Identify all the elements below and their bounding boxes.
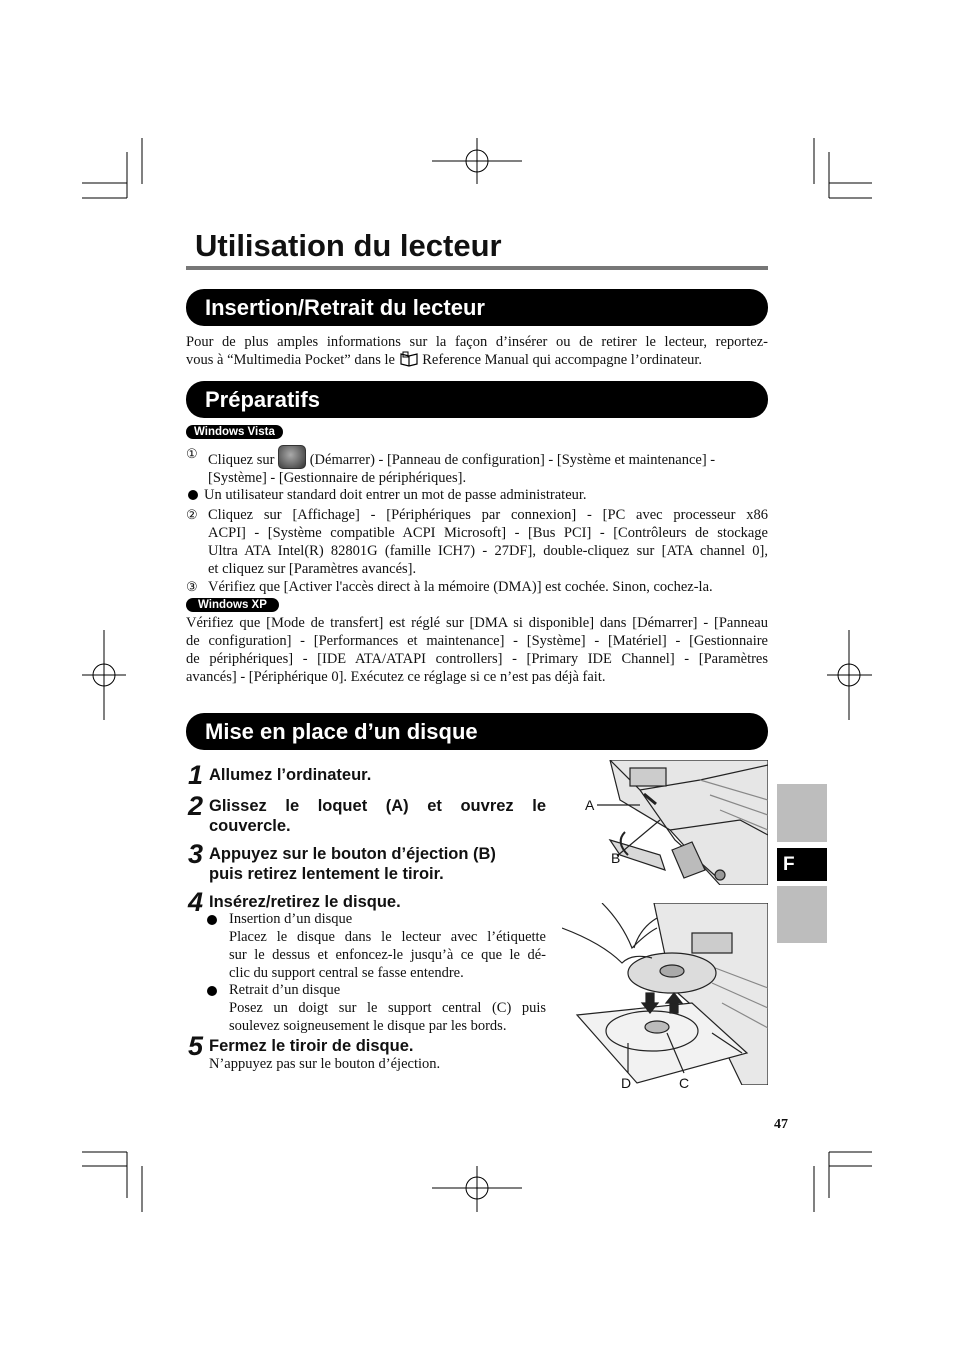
vista-bullet-note — [186, 486, 768, 504]
side-tab-upper — [777, 784, 827, 842]
note-text: Un utilisateur standard doit entrer un mot de passe administrateur. — [204, 487, 587, 503]
figure-label-c: C — [679, 1075, 690, 1091]
windows-start-icon — [278, 445, 306, 469]
step-title: Fermez le tiroir de disque. — [209, 1037, 414, 1055]
step-number: 2 — [188, 791, 204, 821]
page-title: Utilisation du lecteur — [195, 228, 502, 263]
paragraph-line: avancés] - [Périphérique 0]. Exécutez ce réglage si ce n’est pas déjà fait. — [186, 669, 606, 685]
step-number: 3 — [188, 839, 204, 869]
disc-insertion-illustration — [562, 903, 768, 1085]
remove-disc-bullet — [207, 981, 546, 1035]
vista-step-1 — [186, 445, 768, 487]
vista-step-3 — [186, 578, 786, 596]
paragraph-line: Vérifiez que [Mode de transfert] est réglé sur [DMA si disponible] dans [Démarrer] - [Panneau — [186, 615, 768, 631]
step-text: et cliquez sur [Paramètres avancés]. — [208, 561, 417, 577]
paragraph-line — [186, 351, 768, 369]
step-text: Ultra ATA Intel(R) 82801G (famille ICH7) - 27DF], double-cliquez sur [ATA channel 0], — [208, 543, 768, 559]
step-title-line: couvercle. — [209, 817, 291, 835]
figure-label-a: A — [585, 797, 595, 813]
page-number: 47 — [774, 1117, 788, 1132]
insert-disc-bullet — [207, 910, 546, 982]
section-heading-insertion: Insertion/Retrait du lecteur — [186, 289, 768, 326]
section-heading-mise-en-place: Mise en place d’un disque — [186, 713, 768, 750]
bullet-text: soulevez soigneusement le disque par les bords. — [229, 1018, 507, 1034]
paragraph-text: Reference Manual qui accompagne l’ordinateur. — [422, 352, 703, 368]
laptop-latch-illustration — [580, 760, 768, 885]
step-marker: ① — [186, 446, 198, 461]
side-tab-lower — [777, 886, 827, 943]
bullet-icon — [207, 986, 217, 996]
vista-step-2 — [186, 506, 768, 578]
paragraph-line: de configuration] - [Performances et maintenance] - [Système] - [Matériel] - [Gestionnaire — [186, 633, 768, 649]
step-text: Cliquez sur [Affichage] - [Périphériques par connexion] - [PC avec processeur x86 — [208, 507, 768, 523]
step-text: (Démarrer) - [Panneau de configuration] - [Système et maintenance] - — [309, 452, 716, 468]
section-heading-preparatifs: Préparatifs — [186, 381, 768, 418]
step-title: Insérez/retirez le disque. — [209, 893, 401, 911]
section1-paragraph — [186, 333, 768, 369]
windows-xp-badge: Windows XP — [186, 598, 279, 612]
bullet-text: Posez un doigt sur le support central (C) puis — [229, 1000, 546, 1016]
side-tab-letter: F — [777, 848, 827, 881]
bullet-title: Insertion d’un disque — [229, 911, 353, 927]
step-text: [Système] - [Gestionnaire de périphériques]. — [208, 470, 467, 486]
paragraph-text: vous à “Multimedia Pocket” dans le — [186, 352, 395, 368]
bullet-icon — [207, 915, 217, 925]
step-title-line: Appuyez sur le bouton d’éjection (B) — [209, 845, 496, 863]
bullet-text: clic du support central se fasse entendre. — [229, 965, 464, 981]
bullet-text: sur le dessus et enfoncez-le jusqu’à ce que le dé- — [229, 947, 546, 963]
step-number: 5 — [188, 1031, 204, 1061]
figure-label-d: D — [621, 1075, 632, 1091]
xp-paragraph — [186, 614, 768, 686]
step-title-line: puis retirez lentement le tiroir. — [209, 865, 444, 883]
figure-label-b: B — [611, 850, 621, 866]
bullet-icon — [188, 490, 198, 500]
step-marker: ③ — [186, 579, 198, 594]
bullet-text: Placez le disque dans le lecteur avec l’étiquette — [229, 929, 546, 945]
step-marker: ② — [186, 507, 198, 522]
manual-book-icon — [399, 351, 419, 367]
step-title-line: Glissez le loquet (A) et ouvrez le — [209, 797, 546, 815]
step-text: Vérifiez que [Activer l'accès direct à la mémoire (DMA)] est cochée. Sinon, cochez-la. — [208, 579, 713, 595]
paragraph-line: de périphériques] - [IDE ATA/ATAPI controllers] - [Primary IDE Channel] - [Paramètres — [186, 651, 768, 667]
windows-vista-badge: Windows Vista — [186, 425, 283, 439]
step-title — [209, 844, 554, 884]
step-text: Cliquez sur — [208, 452, 275, 468]
title-underline — [186, 266, 768, 270]
step-title: Allumez l’ordinateur. — [209, 766, 372, 784]
step-number: 1 — [188, 760, 204, 790]
step-number: 4 — [188, 887, 204, 917]
step-text: ACPI] - [Système compatible ACPI Microsoft] - [Bus PCI] - [Contrôleurs de stockage — [208, 525, 768, 541]
close-note: N’appuyez pas sur le bouton d’éjection. — [209, 1056, 441, 1072]
bullet-title: Retrait d’un disque — [229, 982, 341, 998]
step-title — [209, 796, 546, 836]
paragraph-line: Pour de plus amples informations sur la façon d’insérer ou de retirer le lecteur, reportez- — [186, 334, 768, 350]
